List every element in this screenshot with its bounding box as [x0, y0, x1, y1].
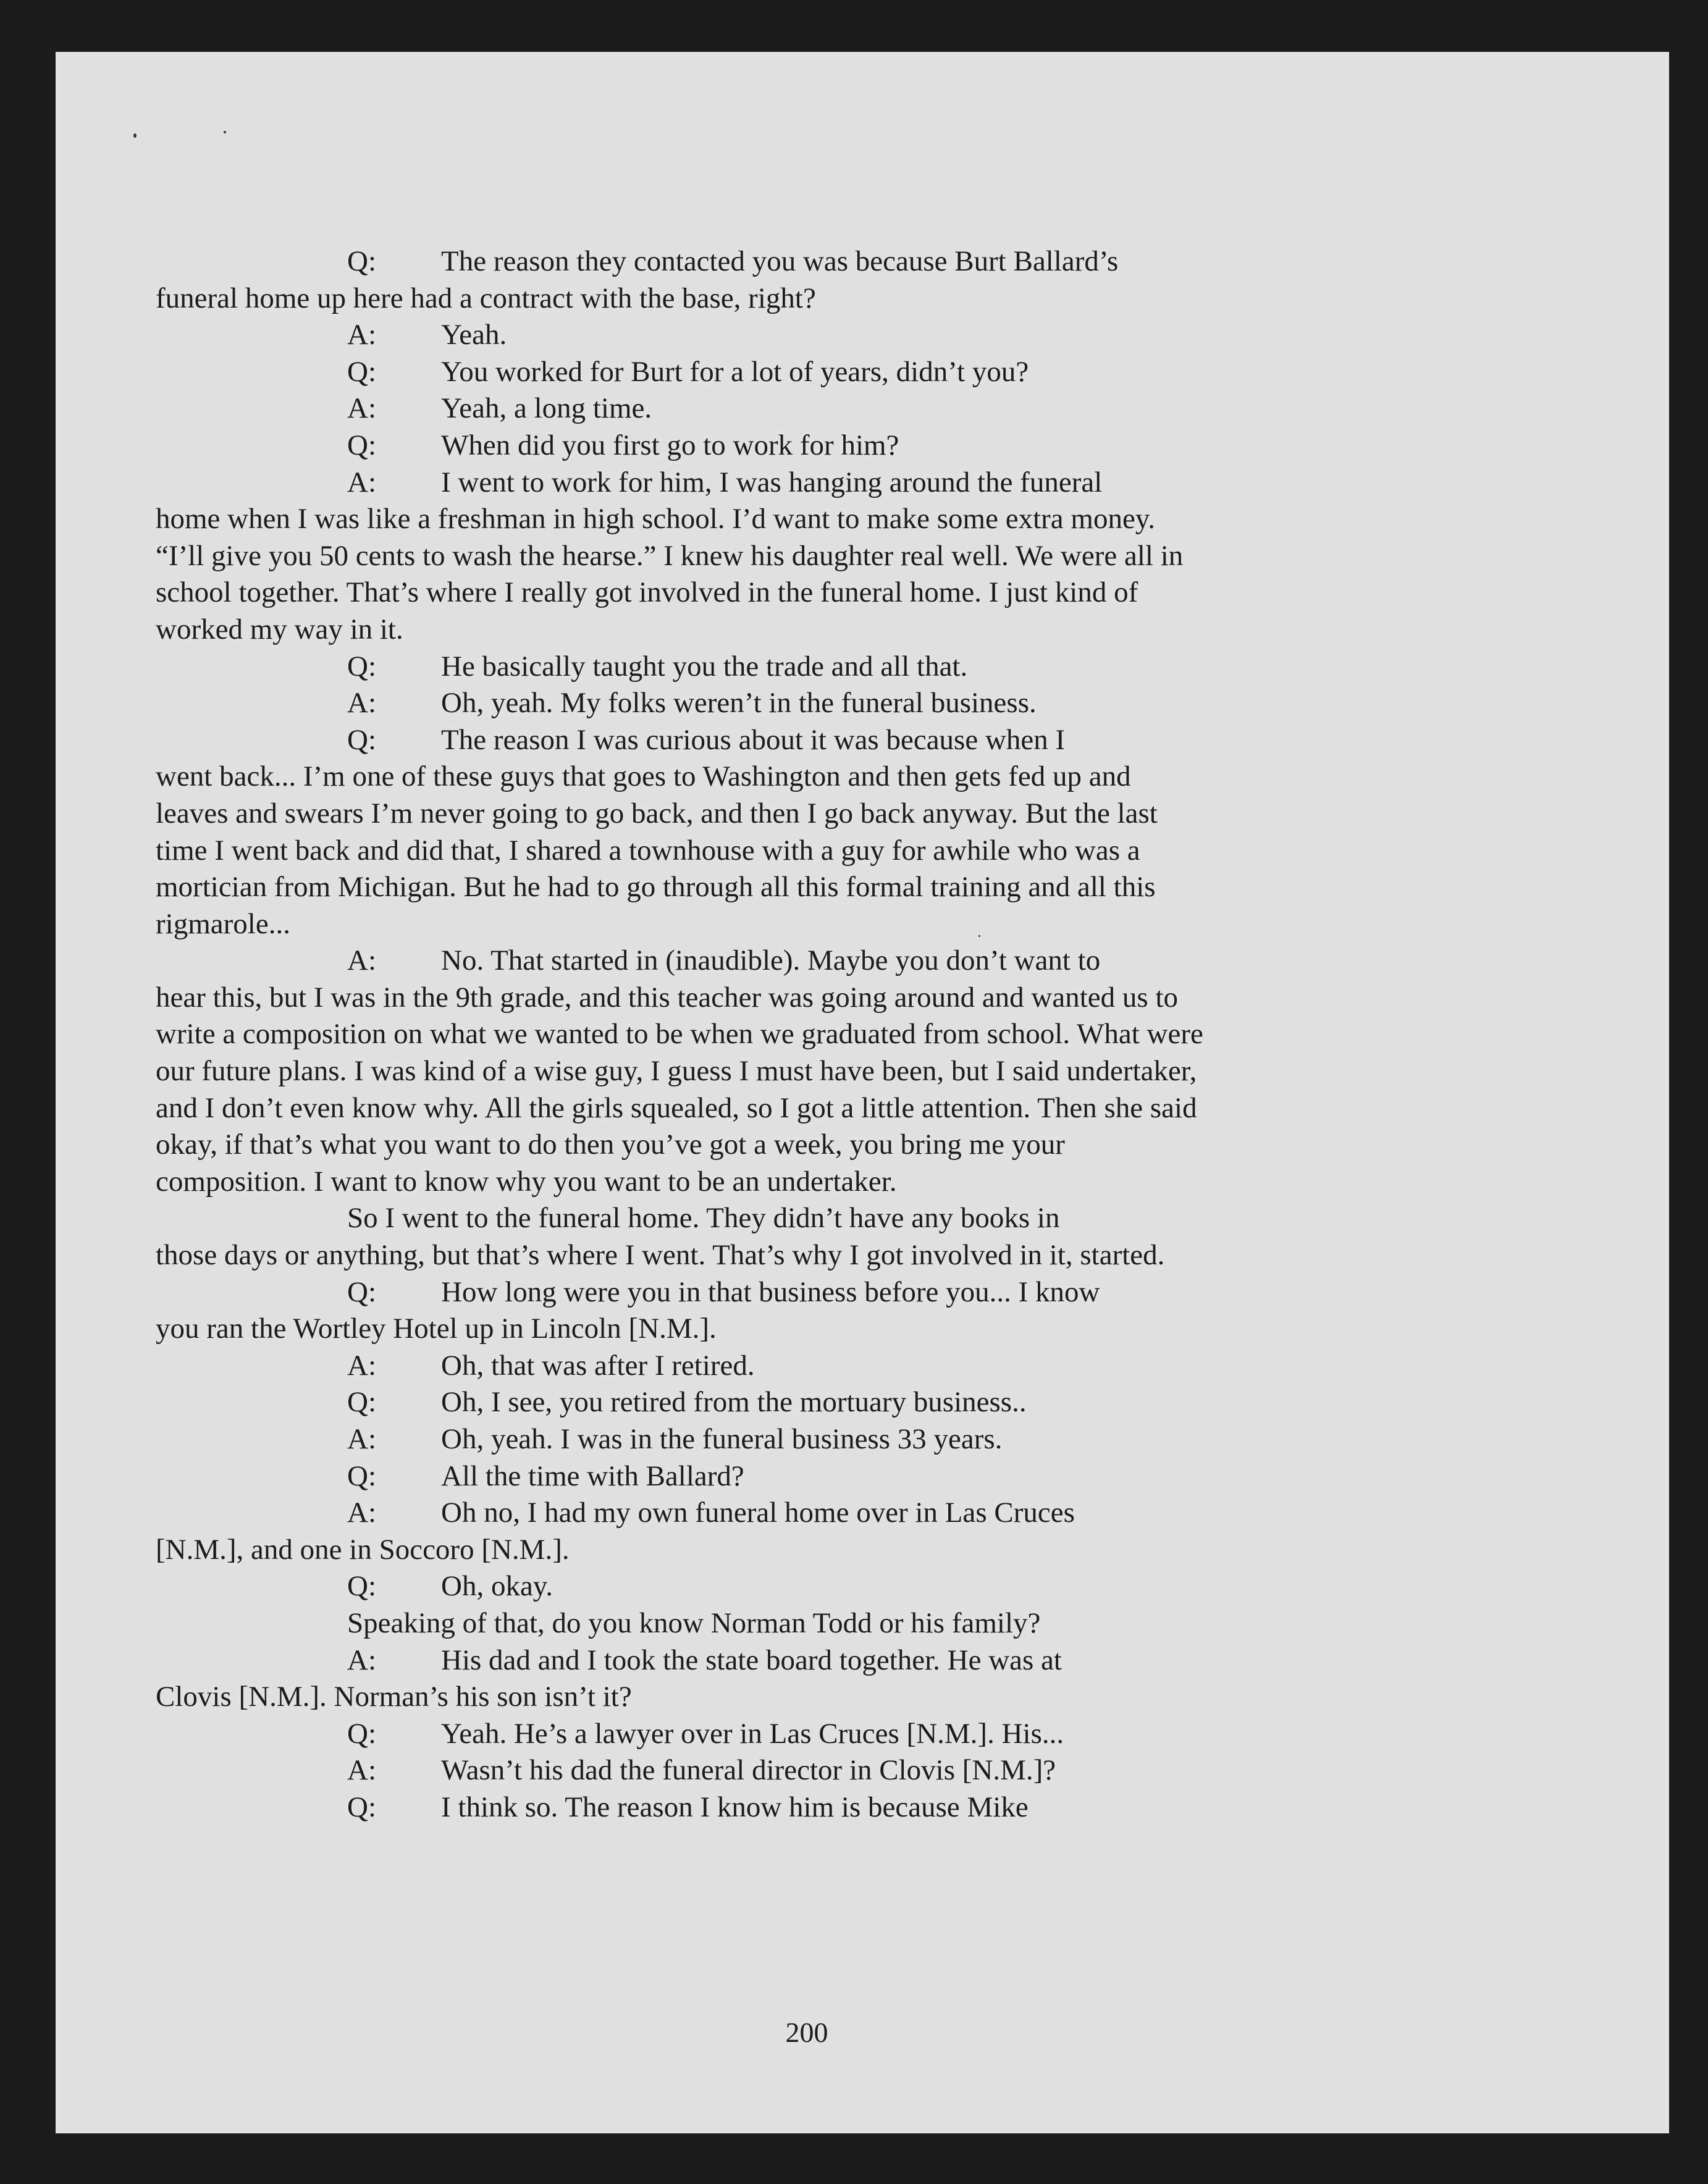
entry-text: Oh, I see, you retired from the mortuary business..: [441, 1386, 1027, 1419]
entry-text: You worked for Burt for a lot of years, didn’t you?: [441, 355, 1029, 388]
entry-first-line: [156, 1495, 1206, 1532]
speaker-label: A:: [347, 1497, 376, 1529]
speaker-label: A:: [347, 944, 376, 977]
scan-speck: [133, 133, 137, 138]
entry-text: Oh, yeah. I was in the funeral business 33 years.: [441, 1423, 1003, 1455]
transcript-entry: [156, 1274, 1206, 1348]
entry-text: Yeah.: [441, 319, 507, 351]
entry-continuation: those days or anything, but that’s where I went. That’s why I got involved in it, started.: [156, 1239, 1165, 1272]
entry-first-line: [156, 1458, 1206, 1495]
entry-text: Oh, okay.: [441, 1570, 553, 1603]
transcript-entry: [156, 685, 1206, 722]
entry-first-line: [156, 943, 1206, 980]
scan-speck: [224, 131, 226, 133]
transcript-entry: [156, 1716, 1206, 1753]
transcript-entry: [156, 1495, 1206, 1568]
page-number: 200: [785, 2017, 828, 2048]
speaker-label: Q:: [347, 650, 376, 682]
transcript-entry: [156, 1789, 1206, 1826]
entry-first-line: [156, 685, 1206, 722]
entry-text: He basically taught you the trade and all that.: [441, 650, 968, 682]
entry-first-line: [156, 649, 1206, 686]
transcript-entry: [156, 390, 1206, 427]
transcript-entry: [156, 1200, 1206, 1274]
transcript-entry: [156, 649, 1206, 686]
transcript-entry: [156, 1384, 1206, 1421]
transcript-entry: [156, 722, 1206, 943]
entry-continuation: Clovis [N.M.]. Norman’s his son isn’t it?: [156, 1681, 632, 1713]
entry-text: I think so. The reason I know him is because Mike: [441, 1791, 1029, 1823]
entry-continuation: home when I was like a freshman in high school. I’d want to make some extra money. “I’ll give you 50 cents to wash the hearse.” I knew his daughter real well. We were all in school together. That’s where I really got involved in the funeral home. I just kind of worked my way in it.: [156, 503, 1184, 645]
entry-text: When did you first go to work for him?: [441, 429, 899, 461]
speaker-label: Q:: [347, 429, 376, 461]
transcript-entry: [156, 243, 1206, 317]
entry-text: No. That started in (inaudible). Maybe you don’t want to: [441, 944, 1101, 977]
transcript-entry: [156, 1348, 1206, 1385]
entry-text: The reason I was curious about it was because when I: [441, 723, 1066, 756]
speaker-label: Q:: [347, 1717, 376, 1750]
entry-text: Oh no, I had my own funeral home over in Las Cruces: [441, 1497, 1075, 1529]
entry-first-line: [156, 1789, 1206, 1826]
speaker-label: A:: [347, 1644, 376, 1676]
entry-text: Oh, that was after I retired.: [441, 1349, 755, 1382]
transcript-entry: [156, 317, 1206, 354]
transcript-entry: [156, 1568, 1206, 1605]
speaker-label: Q:: [347, 1460, 376, 1492]
entry-continuation: hear this, but I was in the 9th grade, and this teacher was going around and wanted us to write a composition on what we wanted to be when we graduated from school. What were our future plans. I was kind of a wise guy, I guess I must have been, but I said undertaker, and I don’t even know why. All the girls squealed, so I got a little attention. Then she said okay, if that’s what you want to do then you’ve got a week, you bring me your composition. I want to know why you want to be an undertaker.: [156, 981, 1203, 1198]
entry-text: Oh, yeah. My folks weren’t in the funeral business.: [441, 687, 1037, 720]
entry-text: So I went to the funeral home. They didn’t have any books in: [347, 1202, 1060, 1235]
speaker-label: Q:: [347, 723, 376, 756]
entry-first-line: [156, 1752, 1206, 1789]
entry-text: I went to work for him, I was hanging around the funeral: [441, 466, 1103, 498]
speaker-label: A:: [347, 687, 376, 720]
speaker-label: A:: [347, 1754, 376, 1787]
entry-first-line: [156, 390, 1206, 427]
entry-first-line: [156, 1605, 1206, 1642]
entry-first-line: [156, 243, 1206, 280]
transcript-entry: [156, 1642, 1206, 1716]
transcript-entry: [156, 354, 1206, 391]
entry-first-line: [156, 1384, 1206, 1421]
speaker-label: A:: [347, 319, 376, 351]
entry-text: Wasn’t his dad the funeral director in Clovis [N.M.]?: [441, 1754, 1056, 1787]
speaker-label: Q:: [347, 1275, 376, 1308]
entry-first-line: [156, 354, 1206, 391]
entry-first-line: [156, 1421, 1206, 1458]
entry-continuation: [N.M.], and one in Soccoro [N.M.].: [156, 1533, 570, 1566]
entry-first-line: [156, 1274, 1206, 1311]
document-page: [56, 52, 1669, 2133]
entry-first-line: [156, 464, 1206, 502]
transcript-entry: [156, 464, 1206, 649]
entry-text: His dad and I took the state board together. He was at: [441, 1644, 1062, 1676]
entry-text: All the time with Ballard?: [441, 1460, 744, 1492]
entry-text: Yeah. He’s a lawyer over in Las Cruces [N.M.]. His...: [441, 1717, 1064, 1750]
transcript-entry: [156, 943, 1206, 1200]
entry-text: The reason they contacted you was because Burt Ballard’s: [441, 245, 1119, 277]
speaker-label: Q:: [347, 355, 376, 388]
entry-first-line: [156, 1716, 1206, 1753]
entry-first-line: [156, 1642, 1206, 1679]
entry-first-line: [156, 722, 1206, 759]
speaker-label: A:: [347, 1423, 376, 1455]
entry-first-line: [156, 427, 1206, 464]
speaker-label: Q:: [347, 1386, 376, 1419]
speaker-label: A:: [347, 1349, 376, 1382]
interview-transcript: [156, 243, 1206, 1826]
entry-first-line: [156, 1568, 1206, 1605]
speaker-label: Q:: [347, 1570, 376, 1603]
transcript-entry: [156, 1458, 1206, 1495]
transcript-entry: [156, 1752, 1206, 1789]
entry-continuation: you ran the Wortley Hotel up in Lincoln [N.M.].: [156, 1312, 717, 1345]
entry-first-line: [156, 1348, 1206, 1385]
speaker-label: A:: [347, 392, 376, 425]
speaker-label: Q:: [347, 245, 376, 277]
entry-continuation: went back... I’m one of these guys that goes to Washington and then gets fed up and leaves and swears I’m never going to go back, and then I go back anyway. But the last time I went back and did that, I shared a townhouse with a guy for awhile who was a mortician from Michigan. But he had to go through all this formal training and all this rigmarole...: [156, 760, 1158, 940]
entry-text: How long were you in that business before you... I know: [441, 1275, 1100, 1308]
transcript-entry: [156, 427, 1206, 464]
entry-continuation: funeral home up here had a contract with the base, right?: [156, 282, 816, 314]
entry-first-line: [156, 317, 1206, 354]
speaker-label: A:: [347, 466, 376, 498]
entry-first-line: [156, 1200, 1206, 1237]
entry-text: Yeah, a long time.: [441, 392, 652, 425]
entry-text: Speaking of that, do you know Norman Todd or his family?: [347, 1606, 1041, 1639]
transcript-entry: [156, 1605, 1206, 1642]
speaker-label: Q:: [347, 1791, 376, 1823]
transcript-entry: [156, 1421, 1206, 1458]
